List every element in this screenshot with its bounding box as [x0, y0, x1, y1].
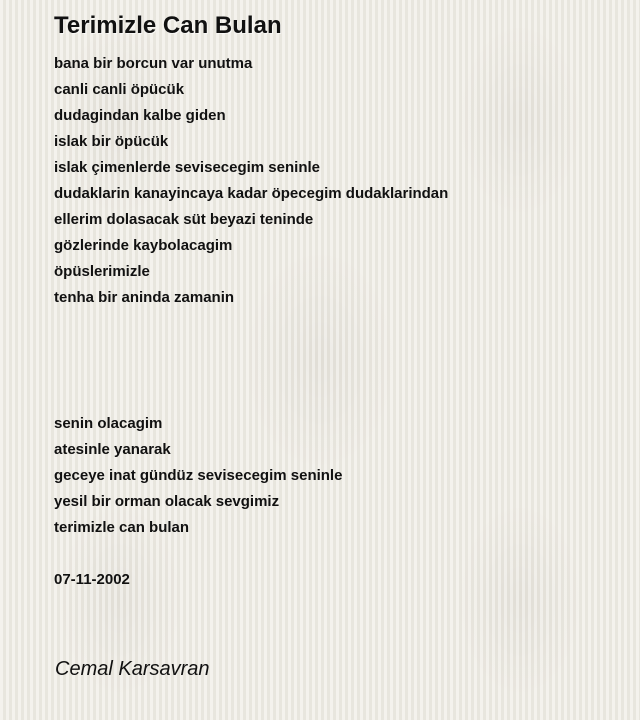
- poem-line: bana bir borcun var unutma: [54, 55, 253, 72]
- poem-line: islak çimenlerde sevisecegim seninle: [54, 159, 320, 176]
- poem-line: canli canli öpücük: [54, 81, 185, 98]
- poem-line: atesinle yanarak: [54, 441, 171, 458]
- poem-title: Terimizle Can Bulan: [54, 12, 282, 39]
- poem-stanza-2: [54, 411, 624, 541]
- poem-line: dudagindan kalbe giden: [54, 107, 226, 124]
- poem-author: Cemal Karsavran: [55, 658, 210, 680]
- poem-line: senin olacagim: [54, 415, 163, 432]
- poem-line: terimizle can bulan: [54, 519, 190, 536]
- poem-container: [54, 8, 624, 593]
- poem-line: islak bir öpücük: [54, 133, 169, 150]
- poem-line: tenha bir aninda zamanin: [54, 289, 235, 306]
- poem-line: gözlerinde kaybolacagim: [54, 237, 233, 254]
- poem-line: ellerim dolasacak süt beyazi teninde: [54, 211, 314, 228]
- poem-stanza-1: [54, 51, 624, 311]
- poem-line: yesil bir orman olacak sevgimiz: [54, 493, 280, 510]
- poem-line: dudaklarin kanayincaya kadar öpecegim dudaklarindan: [54, 185, 449, 202]
- poem-line: geceye inat gündüz sevisecegim seninle: [54, 467, 343, 484]
- poem-date: 07-11-2002: [54, 571, 130, 588]
- poem-line: öpüslerimizle: [54, 263, 150, 280]
